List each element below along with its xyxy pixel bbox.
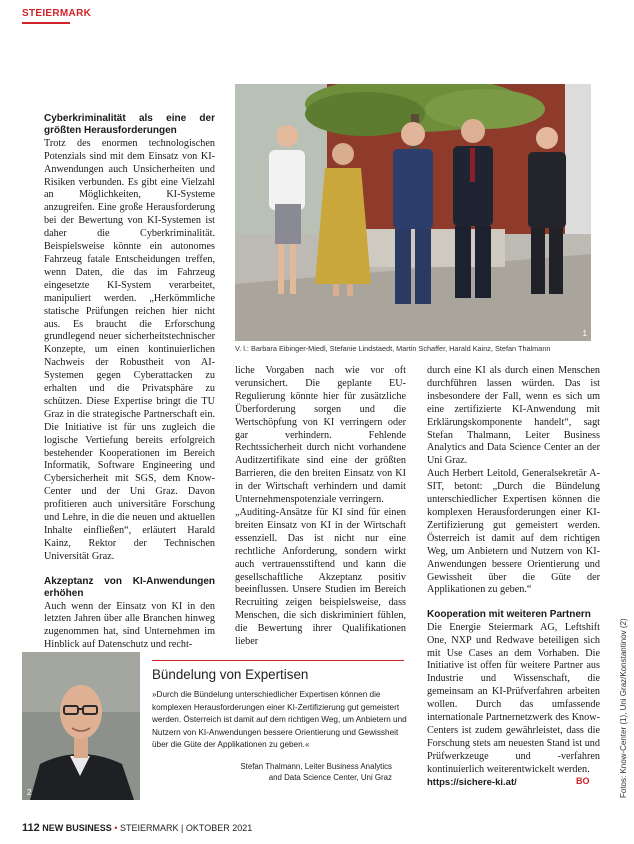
quote-divider <box>152 660 404 661</box>
article-column-3 <box>427 365 600 790</box>
section-tag: STEIERMARK <box>22 8 92 19</box>
paragraph: Auch wenn der Einsatz von KI in den letzten Jahren über alle Branchen hinweg zugenommen hat, sind Unternehmen im Hinblick auf Datenschutz und recht- <box>44 600 215 651</box>
paragraph: durch eine KI als durch einen Menschen durchführen lassen würden. Das ist insbesondere der Fall, wenn es sich um eine zertifizierte KI-Anwendung mit Erklärungskomponente handelt“, sagt Stefan Thalmann, Leiter Business Analytics and Data Science Center an der Uni Graz. <box>427 365 600 467</box>
subheading-cyberkriminalitaet: Cyberkriminalität als eine der größten Herausforderungen <box>44 113 215 137</box>
portrait-photo <box>22 652 140 800</box>
quote-box <box>152 660 410 783</box>
quote-text: »Durch die Bündelung unterschiedlicher Expertisen können die komplexen Herausforderungen einer KI-Zertifizierung gut gemeistert werden. Österreich ist damit auf dem richtigen Weg, um Anbietern und Nutzern von KI-Anwendungen bessere Orientierung und Gewissheit über die Güte der Applikationen zu geben.« <box>152 690 407 750</box>
page-footer <box>22 822 252 834</box>
section-rule <box>22 22 70 24</box>
paragraph: Die Energie Steiermark AG, Leftshift One, NXP und Redwave beteiligen sich mit Use Cases an dem Vorhaben. Die Initiative ist offen für weitere Partner aus Industrie und Wissenschaft, die gemeinsam an KI-Prüfverfahren arbeiten wollen. Durch das umfassende internationale Partnernetzwerk des Know-Centers ist zudem gewährleistet, dass die Forschung stets am neuesten Stand ist und Prüfwerkzeuge und -verfahren kontinuierlich weiterentwickelt werden. <box>427 621 600 775</box>
article-column-1 <box>44 113 215 652</box>
quote-author <box>152 761 410 783</box>
footer-separator: | <box>181 823 184 833</box>
photo-caption: V. l.: Barbara Eibinger-Miedl, Stefanie Lindstaedt, Martin Schaffer, Harald Kainz, Stefan Thalmann <box>235 344 551 353</box>
footer-brand: NEW BUSINESS <box>42 823 112 833</box>
group-photo <box>235 84 591 341</box>
paragraph: Auch Herbert Leitold, Generalsekretär A-SIT, betont: „Durch die Bündelung unterschiedlicher Expertisen können die komplexen Herausforderungen einer KI-Zertifizierung gut gemeistert werden. Österreich ist damit auf dem richtigen Weg, um Anbietern und Nutzern von KI-Anwendungen bessere Orientierung und Gewissheit über die Güte der Applikationen zu geben.“ <box>427 468 600 596</box>
photo-credit: Fotos: Know-Center (1), Uni Graz/Konstantinov (2) <box>619 618 628 798</box>
paragraph: Trotz des enormen technologischen Potenzials sind mit dem Einsatz von KI-Anwendungen auch Unsicherheiten und Risiken verbunden. Es gibt eine Vielzahl an Möglichkeiten, KI-Systeme anzugreifen. Eine große Herausforderung bei der Bewertung von KI-Systemen ist daher die Cyberkriminalität. Beispielsweise könnte ein autonomes Fahrzeug fatale Entscheidungen treffen, wenn Daten, die das im Fahrzeug eingesetzte KI-System verarbeitet, manipuliert werden. „Herkömmliche statische Prüfungen reichen hier nicht aus. Es braucht die Erforschung grundlegend neuer sicherheitstechnischer Konzepte, um einen kontinuierlichen Nachweis der Robustheit von AI-Systemen gegen Cyberattacken zu erhalten und die Privatsphäre zu schützen. Diese Expertise bringt die TU Graz in die strategische Partnerschaft ein. Die Initiative ist für uns zugleich die logische Vertiefung bereits erfolgreich bestehender Kooperationen im Bereich Informatik, Software Engineering und Cybersicherheit mit SGS, dem Know-Center und der Uni Graz. Davon profitieren auch universitäre Forschung und Lehre, in die die neuen und aktuellen Inhalte einfließen“, erläutert Harald Kainz, Rektor der Technischen Universität Graz. <box>44 137 215 562</box>
paragraph: „Auditing-Ansätze für KI sind für einen breiten Einsatz von KI in der Wirtschaft essenziell. Das ist nicht nur eine rechtliche Anforderung, sondern wirkt auch vertrauensstiftend und kann die gesellschaftliche Akzeptanz positiv beeinflussen. Unsere Studien im Bereich Recruiting zeigen beispielsweise, dass Menschen, die sich diskriminiert fühlen, die Bewertung ihrer Qualifikationen lieber <box>235 506 406 648</box>
signoff: BO <box>576 776 590 786</box>
footer-section: STEIERMARK <box>119 823 179 833</box>
article-column-2 <box>235 365 406 649</box>
photo-number: 1 <box>582 329 587 338</box>
quote-author-line-1: Stefan Thalmann, Leiter Business Analytics <box>240 761 392 771</box>
subheading-kooperation: Kooperation mit weiteren Partnern <box>427 609 591 621</box>
website-link[interactable]: https://sichere-ki.at/ <box>427 776 517 788</box>
quote-title: Bündelung von Expertisen <box>152 667 309 682</box>
paragraph: liche Vorgaben nach wie vor oft verunsichert. Die geplante EU-Regulierung könnte hier für zusätzliche Überforderung sorgen und die Wertschöpfung von KI verringern oder gar verhindern. Fehlende Rechtssicherheit durch nicht vorhandene Auditzertifikate sind eine der größten Barrieren, die den breiten Einsatz von KI in der Wirtschaft verhindern und damit Unternehmenspotenziale verringern. <box>235 365 406 506</box>
subheading-akzeptanz: Akzeptanz von KI-Anwendungen erhöhen <box>44 575 215 600</box>
quote-author-line-2: and Data Science Center, Uni Graz <box>268 773 392 783</box>
portrait-number: 2 <box>27 788 32 797</box>
page-number: 112 <box>22 822 40 834</box>
footer-issue: OKTOBER 2021 <box>185 823 253 833</box>
footer-bullet: • <box>114 823 118 833</box>
